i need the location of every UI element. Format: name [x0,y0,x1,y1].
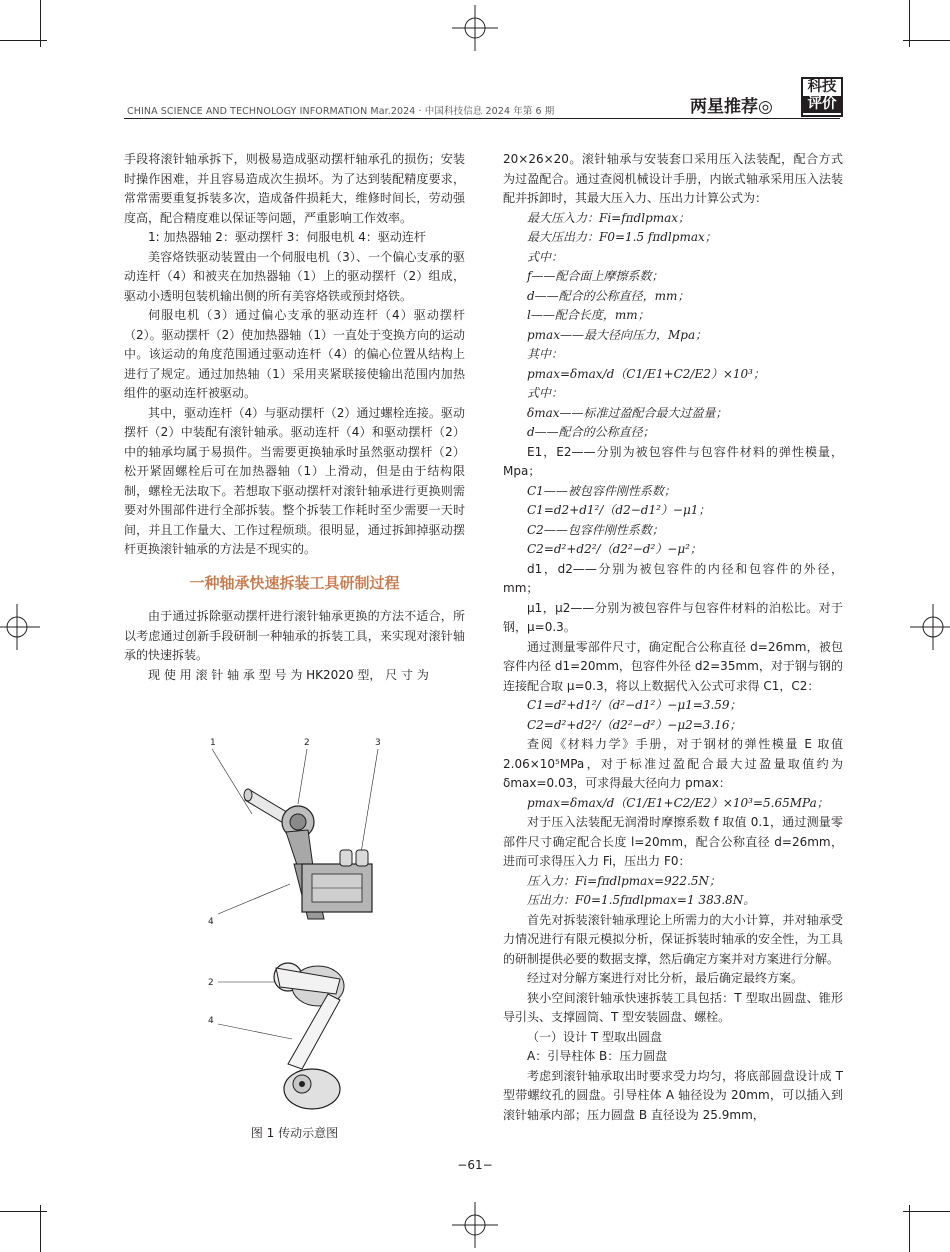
leader-line [218,884,290,914]
figure-label: 4 [208,917,214,927]
page-number: −61− [457,1158,493,1172]
formula-line: 其中： [527,347,564,361]
paragraph: 通过测量零部件尺寸，确定配合公称直径 d=26mm，被包容件内径 d1=20mm，包容件外径 d2=35mm，对于钢与钢的连接配合取 μ=0.3，将以上数据代入公式可求得 C1，C2： [503,639,843,693]
figure-label: 4 [208,1016,214,1026]
eccentric-disk [284,1069,340,1109]
paragraph: 首先对拆装滚针轴承理论上所需力的大小计算，并对轴承受力情况进行有限元模拟分析，保证拆装时轴承的安全性，为工具的研制提供必要的数据支撑，然后确定方案并对方案进行分解。 [503,912,843,966]
formula-line: C2——包容件刚性系数； [527,522,664,537]
paragraph: 其中，驱动连杆（4）与驱动摆杆（2）通过螺栓连接。驱动摆杆（2）中装配有滚针轴承。驱动连杆（4）和驱动摆杆（2）中的轴承均属于易损件。当需要更换轴承时虽然驱动摆杆（2）松开紧固螺栓后可在加热器轴（1）上滑动，但是由于结构限制，螺栓无法取下。若想取下驱动摆杆对滚针轴承进行更换则需要对外围部件进行全部拆装。整个拆装工作耗时至少需要一天时间，并且工作量大、工作过程烦琐。很明显，通过拆卸掉驱动摆杆更换滚针轴承的方法是不现实的。 [124,405,465,556]
leader-line [218,1024,292,1039]
formula-line: C1=d²+d1²/（d²−d1²）−μ1=3.59； [527,698,742,712]
formula-line: d——配合的公称直径； [527,425,655,439]
paragraph: 经过对分解方案进行对比分析，最后确定最终方案。 [527,971,804,985]
formula-line: 式中： [527,249,564,264]
formula-line: pmax——最大径向压力，Mpa； [527,327,708,342]
registration-mark-left [0,604,40,650]
crop-mark [0,40,47,41]
crop-mark [40,1205,41,1252]
section-heading: 一种轴承快速拆装工具研制过程 [189,573,400,592]
figure-1 [190,724,440,1124]
figure-label: 2 [208,978,214,988]
figure-label: 3 [375,738,381,748]
column-name: 两星推荐◎ [690,97,773,117]
figure-caption: 图 1 传动示意图 [250,1126,339,1140]
formula-line: f——配合面上摩擦系数； [527,269,664,283]
formula-line: 压出力：F0=1.5fπdlpmax=1 383.8N。 [527,893,756,907]
registration-mark-bottom [452,1202,498,1248]
logo-line-2: 评价 [803,96,841,113]
paragraph: 由于通过拆除驱动摆杆进行滚针轴承更换的方法不适合，所以考虑通过创新手段研制一种轴承的拆装工具，来实现对滚针轴承的快速拆装。 [124,609,465,662]
formula-line: C2=d²+d2²/（d2²−d²）−μ2=3.16； [527,717,742,732]
crop-mark [0,1211,47,1212]
column-logo [801,77,843,117]
formula-line: C2=d²+d2²/（d2²−d²）−μ²； [527,542,702,556]
leader-line [212,749,252,814]
subsection-heading: （一）设计 T 型取出圆盘 [527,1029,662,1044]
formula-line: 最大压出力：F0=1.5 fπdlpmax； [527,230,717,244]
leader-line [360,749,378,859]
figure-legend: 1: 加热器轴 2：驱动摆杆 3：伺服电机 4：驱动连杆 [148,230,426,244]
logo-line-1: 科技 [807,79,837,95]
formula-line: d——配合的公称直径，mm； [527,288,690,303]
paragraph: 考虑到滚针轴承取出时要求受力均匀，将底部圆盘设计成 T 型带螺纹孔的圆盘。引导柱体 A 轴径设为 20mm，可以插入到滚针轴承内部；压力圆盘 B 直径设为 25.9mm， [503,1068,843,1122]
paragraph: 狭小空间滚针轴承快速拆装工具包括：T 型取出圆盘、锥形导引头、支撑圆筒、T 型安装圆盘、螺栓。 [503,990,843,1024]
leader-line [298,749,307,804]
formula-line: μ1，μ2——分别为被包容件与包容件材料的泊松比。对于钢，μ=0.3。 [503,600,843,634]
journal-header: CHINA SCIENCE AND TECHNOLOGY INFORMATION Mar.2024 · 中国科技信息 2024 年第 6 期 [127,106,555,117]
left-column [124,150,465,685]
formula-line: 压入力：Fi=fπdlpmax=922.5N； [527,873,721,888]
formula-line: δmax——标准过盈配合最大过盈量； [527,405,728,420]
paragraph: 20×26×20。滚针轴承与安装套口采用压入法装配，配合方式为过盈配合。通过查阅机械设计手册，内嵌式轴承采用压入法装配并拆卸时，其最大压入力、压出力计算公式为： [503,152,843,205]
paragraph: 美容烙铁驱动装置由一个伺服电机（3）、一个偏心支承的驱动连杆（4）和被夹在加热器轴（1）上的驱动摆杆（2）组成，驱动小透明包装机输出侧的所有美容烙铁或预封烙铁。 [124,249,465,303]
formula-line: pmax=δmax/d（C1/E1+C2/E2）×10³； [527,366,765,381]
paragraph: 伺服电机（3）通过偏心支承的驱动连杆（4）驱动摆杆（2）。驱动摆杆（2）使加热器轴（1）一直处于变换方向的运动中。该运动的角度范围通过驱动连杆（4）的偏心位置从结构上进行了规定。通过加热轴（1）采用夹紧联接使输出范围内加热组件的驱动连杆被驱动。 [124,308,465,400]
formula-line: pmax=δmax/d（C1/E1+C2/E2）×10³=5.65MPa； [527,795,829,810]
formula-line: E1，E2——分别为被包容件与包容件材料的弹性模量，Mpa； [503,444,843,478]
formula-line: l——配合长度，mm； [527,308,650,322]
crop-mark [909,1205,910,1252]
paragraph: 查阅《材料力学》手册，对于钢材的弹性模量 E 取值 2.06×10⁵MPa，对于标准过盈配合最大过盈量取值约为 δmax=0.03，可求得最大径向力 pmax： [503,737,843,790]
formula-line: C1=d2+d1²/（d2−d1²）−μ1； [527,503,711,517]
figure-label: 2 [304,738,310,748]
paragraph: 对于压入法装配无润滑时摩擦系数 f 取值 0.1，通过测量零部件尺寸确定配合长度 l=20mm，配合公称直径 d=26mm，进而可求得压入力 Fi，压出力 F0： [503,815,843,868]
registration-mark-top [452,5,498,51]
formula-line: 式中： [527,386,564,400]
paragraph: 现 使 用 滚 针 轴 承 型 号 为 HK2020 型， 尺 寸 为 [148,667,429,682]
formula-line: d1，d2——分别为被包容件的内径和包容件的外径，mm； [503,561,843,595]
crop-mark [903,1211,950,1212]
right-column [503,150,843,1125]
header-rule [124,118,840,119]
registration-mark-right [910,604,950,650]
paragraph: A：引导柱体 B：压力圆盘 [527,1049,668,1063]
crop-mark [903,40,950,41]
formula-line: 最大压入力：Fi=fπdlpmax； [527,210,691,225]
paragraph: 手段将滚针轴承拆下，则极易造成驱动摆杆轴承孔的损伤；安装时操作困难，并且容易造成次生损坏。为了达到装配精度要求，常常需要重复拆装多次，造成备件损耗大，维修时间长，劳动强度高，配合精度难以保证等问题，严重影响工作效率。 [124,152,465,225]
transmission-diagram [190,724,440,1124]
formula-line: C1——被包容件刚性系数； [527,483,676,498]
figure-label: 1 [210,738,216,748]
